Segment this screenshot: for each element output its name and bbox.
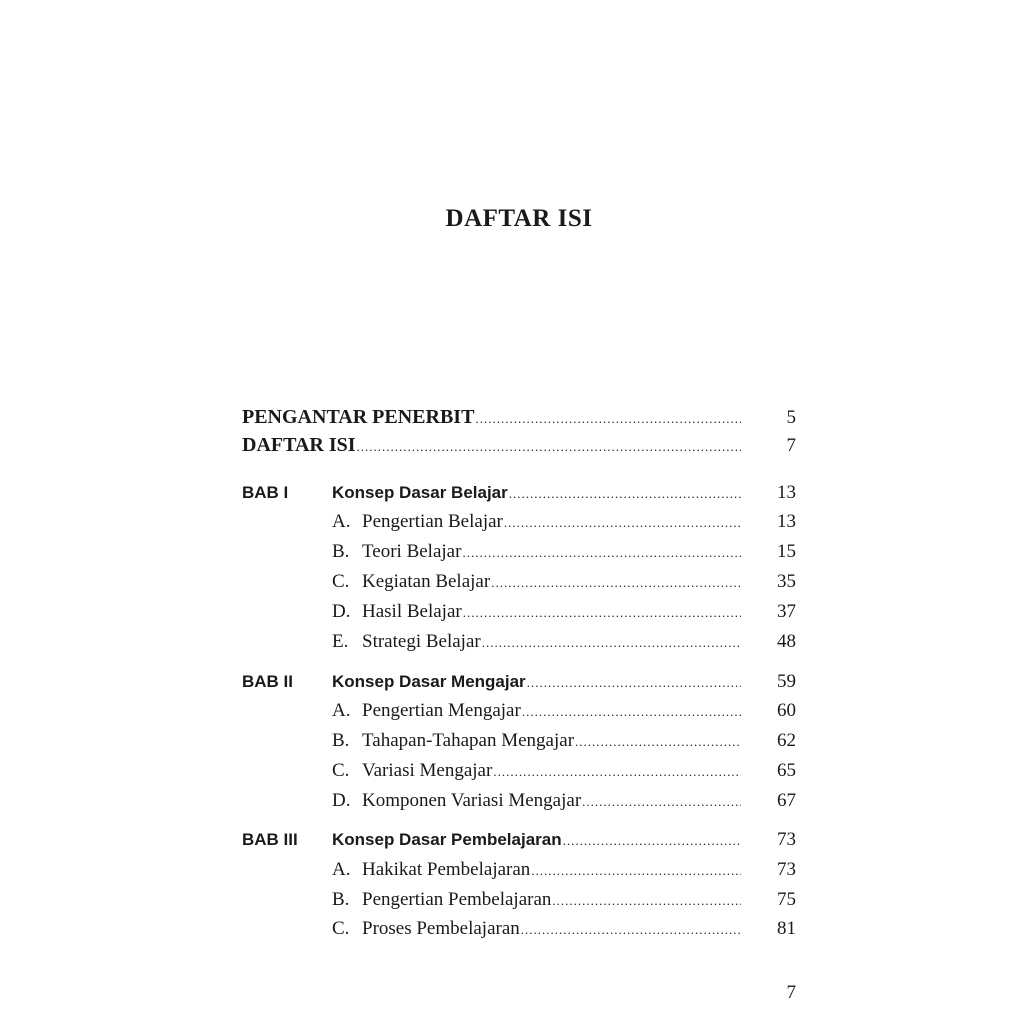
section-title: Kegiatan Belajar bbox=[362, 571, 491, 592]
chapter-page: 59 bbox=[777, 671, 796, 692]
section-title: Pengertian Pembelajaran bbox=[362, 889, 552, 910]
section-title: Tahapan-Tahapan Mengajar bbox=[362, 730, 575, 751]
section-page: 60 bbox=[777, 700, 796, 721]
section-letter: B. bbox=[332, 541, 350, 562]
toc-entry-page: 7 bbox=[786, 435, 796, 456]
section-title: Pengertian Belajar bbox=[362, 511, 503, 532]
leader-dots bbox=[357, 439, 741, 455]
section-page: 48 bbox=[777, 631, 796, 652]
section-page: 67 bbox=[777, 790, 796, 811]
leader-dots bbox=[582, 794, 741, 810]
toc-section[interactable] bbox=[242, 541, 796, 567]
section-letter: C. bbox=[332, 918, 350, 939]
section-page: 15 bbox=[777, 541, 796, 562]
toc-section[interactable] bbox=[242, 889, 796, 915]
leader-dots bbox=[475, 411, 741, 427]
section-letter: A. bbox=[332, 511, 351, 532]
section-page: 81 bbox=[777, 918, 796, 939]
toc-entry-daftar-isi[interactable] bbox=[242, 434, 796, 460]
leader-dots bbox=[575, 734, 741, 750]
leader-dots bbox=[493, 764, 741, 780]
section-letter: E. bbox=[332, 631, 349, 652]
leader-dots bbox=[522, 704, 741, 720]
section-letter: C. bbox=[332, 760, 350, 781]
section-title: Pengertian Mengajar bbox=[362, 700, 521, 721]
section-title: Komponen Variasi Mengajar bbox=[362, 790, 582, 811]
section-letter: D. bbox=[332, 790, 351, 811]
section-letter: A. bbox=[332, 859, 351, 880]
toc-section[interactable] bbox=[242, 571, 796, 597]
section-letter: A. bbox=[332, 700, 351, 721]
section-title: Variasi Mengajar bbox=[362, 760, 493, 781]
chapter-title: Konsep Dasar Mengajar bbox=[332, 672, 526, 691]
leader-dots bbox=[482, 635, 741, 651]
toc-entry-label: DAFTAR ISI bbox=[242, 434, 356, 456]
section-title: Proses Pembelajaran bbox=[362, 918, 520, 939]
section-title: Hakikat Pembelajaran bbox=[362, 859, 531, 880]
toc-chapter-3[interactable] bbox=[242, 829, 796, 855]
leader-dots bbox=[463, 605, 741, 621]
toc-entry-label: PENGANTAR PENERBIT bbox=[242, 406, 475, 428]
toc-chapter-1[interactable] bbox=[242, 482, 796, 508]
section-page: 75 bbox=[777, 889, 796, 910]
section-page: 35 bbox=[777, 571, 796, 592]
page-title: DAFTAR ISI bbox=[445, 205, 593, 232]
leader-dots bbox=[504, 515, 741, 531]
chapter-page: 73 bbox=[777, 829, 796, 850]
chapter-number: BAB II bbox=[242, 672, 293, 691]
section-page: 62 bbox=[777, 730, 796, 751]
page-number: 7 bbox=[786, 982, 796, 1003]
toc-entry-pengantar[interactable] bbox=[242, 406, 796, 432]
toc-section[interactable] bbox=[242, 859, 796, 885]
chapter-number: BAB III bbox=[242, 830, 298, 849]
section-letter: D. bbox=[332, 601, 351, 622]
toc-section[interactable] bbox=[242, 601, 796, 627]
toc-chapter-2[interactable] bbox=[242, 671, 796, 697]
toc-section[interactable] bbox=[242, 918, 796, 944]
section-page: 37 bbox=[777, 601, 796, 622]
section-letter: B. bbox=[332, 889, 350, 910]
toc-section[interactable] bbox=[242, 760, 796, 786]
toc-entry-page: 5 bbox=[786, 407, 796, 428]
toc-section[interactable] bbox=[242, 631, 796, 657]
section-page: 65 bbox=[777, 760, 796, 781]
section-page: 13 bbox=[777, 511, 796, 532]
leader-dots bbox=[509, 486, 741, 502]
toc-section[interactable] bbox=[242, 790, 796, 816]
section-title: Strategi Belajar bbox=[362, 631, 481, 652]
chapter-title: Konsep Dasar Belajar bbox=[332, 483, 508, 502]
leader-dots bbox=[527, 675, 741, 691]
toc-section[interactable] bbox=[242, 700, 796, 726]
section-letter: C. bbox=[332, 571, 350, 592]
leader-dots bbox=[531, 863, 741, 879]
chapter-page: 13 bbox=[777, 482, 796, 503]
leader-dots bbox=[552, 893, 741, 909]
section-title: Hasil Belajar bbox=[362, 601, 462, 622]
leader-dots bbox=[521, 922, 741, 938]
chapter-title: Konsep Dasar Pembelajaran bbox=[332, 830, 562, 849]
section-title: Teori Belajar bbox=[362, 541, 462, 562]
toc-section[interactable] bbox=[242, 730, 796, 756]
section-letter: B. bbox=[332, 730, 350, 751]
toc-section[interactable] bbox=[242, 511, 796, 537]
leader-dots bbox=[462, 545, 741, 561]
chapter-number: BAB I bbox=[242, 483, 289, 502]
leader-dots bbox=[491, 575, 741, 591]
section-page: 73 bbox=[777, 859, 796, 880]
leader-dots bbox=[563, 833, 741, 849]
